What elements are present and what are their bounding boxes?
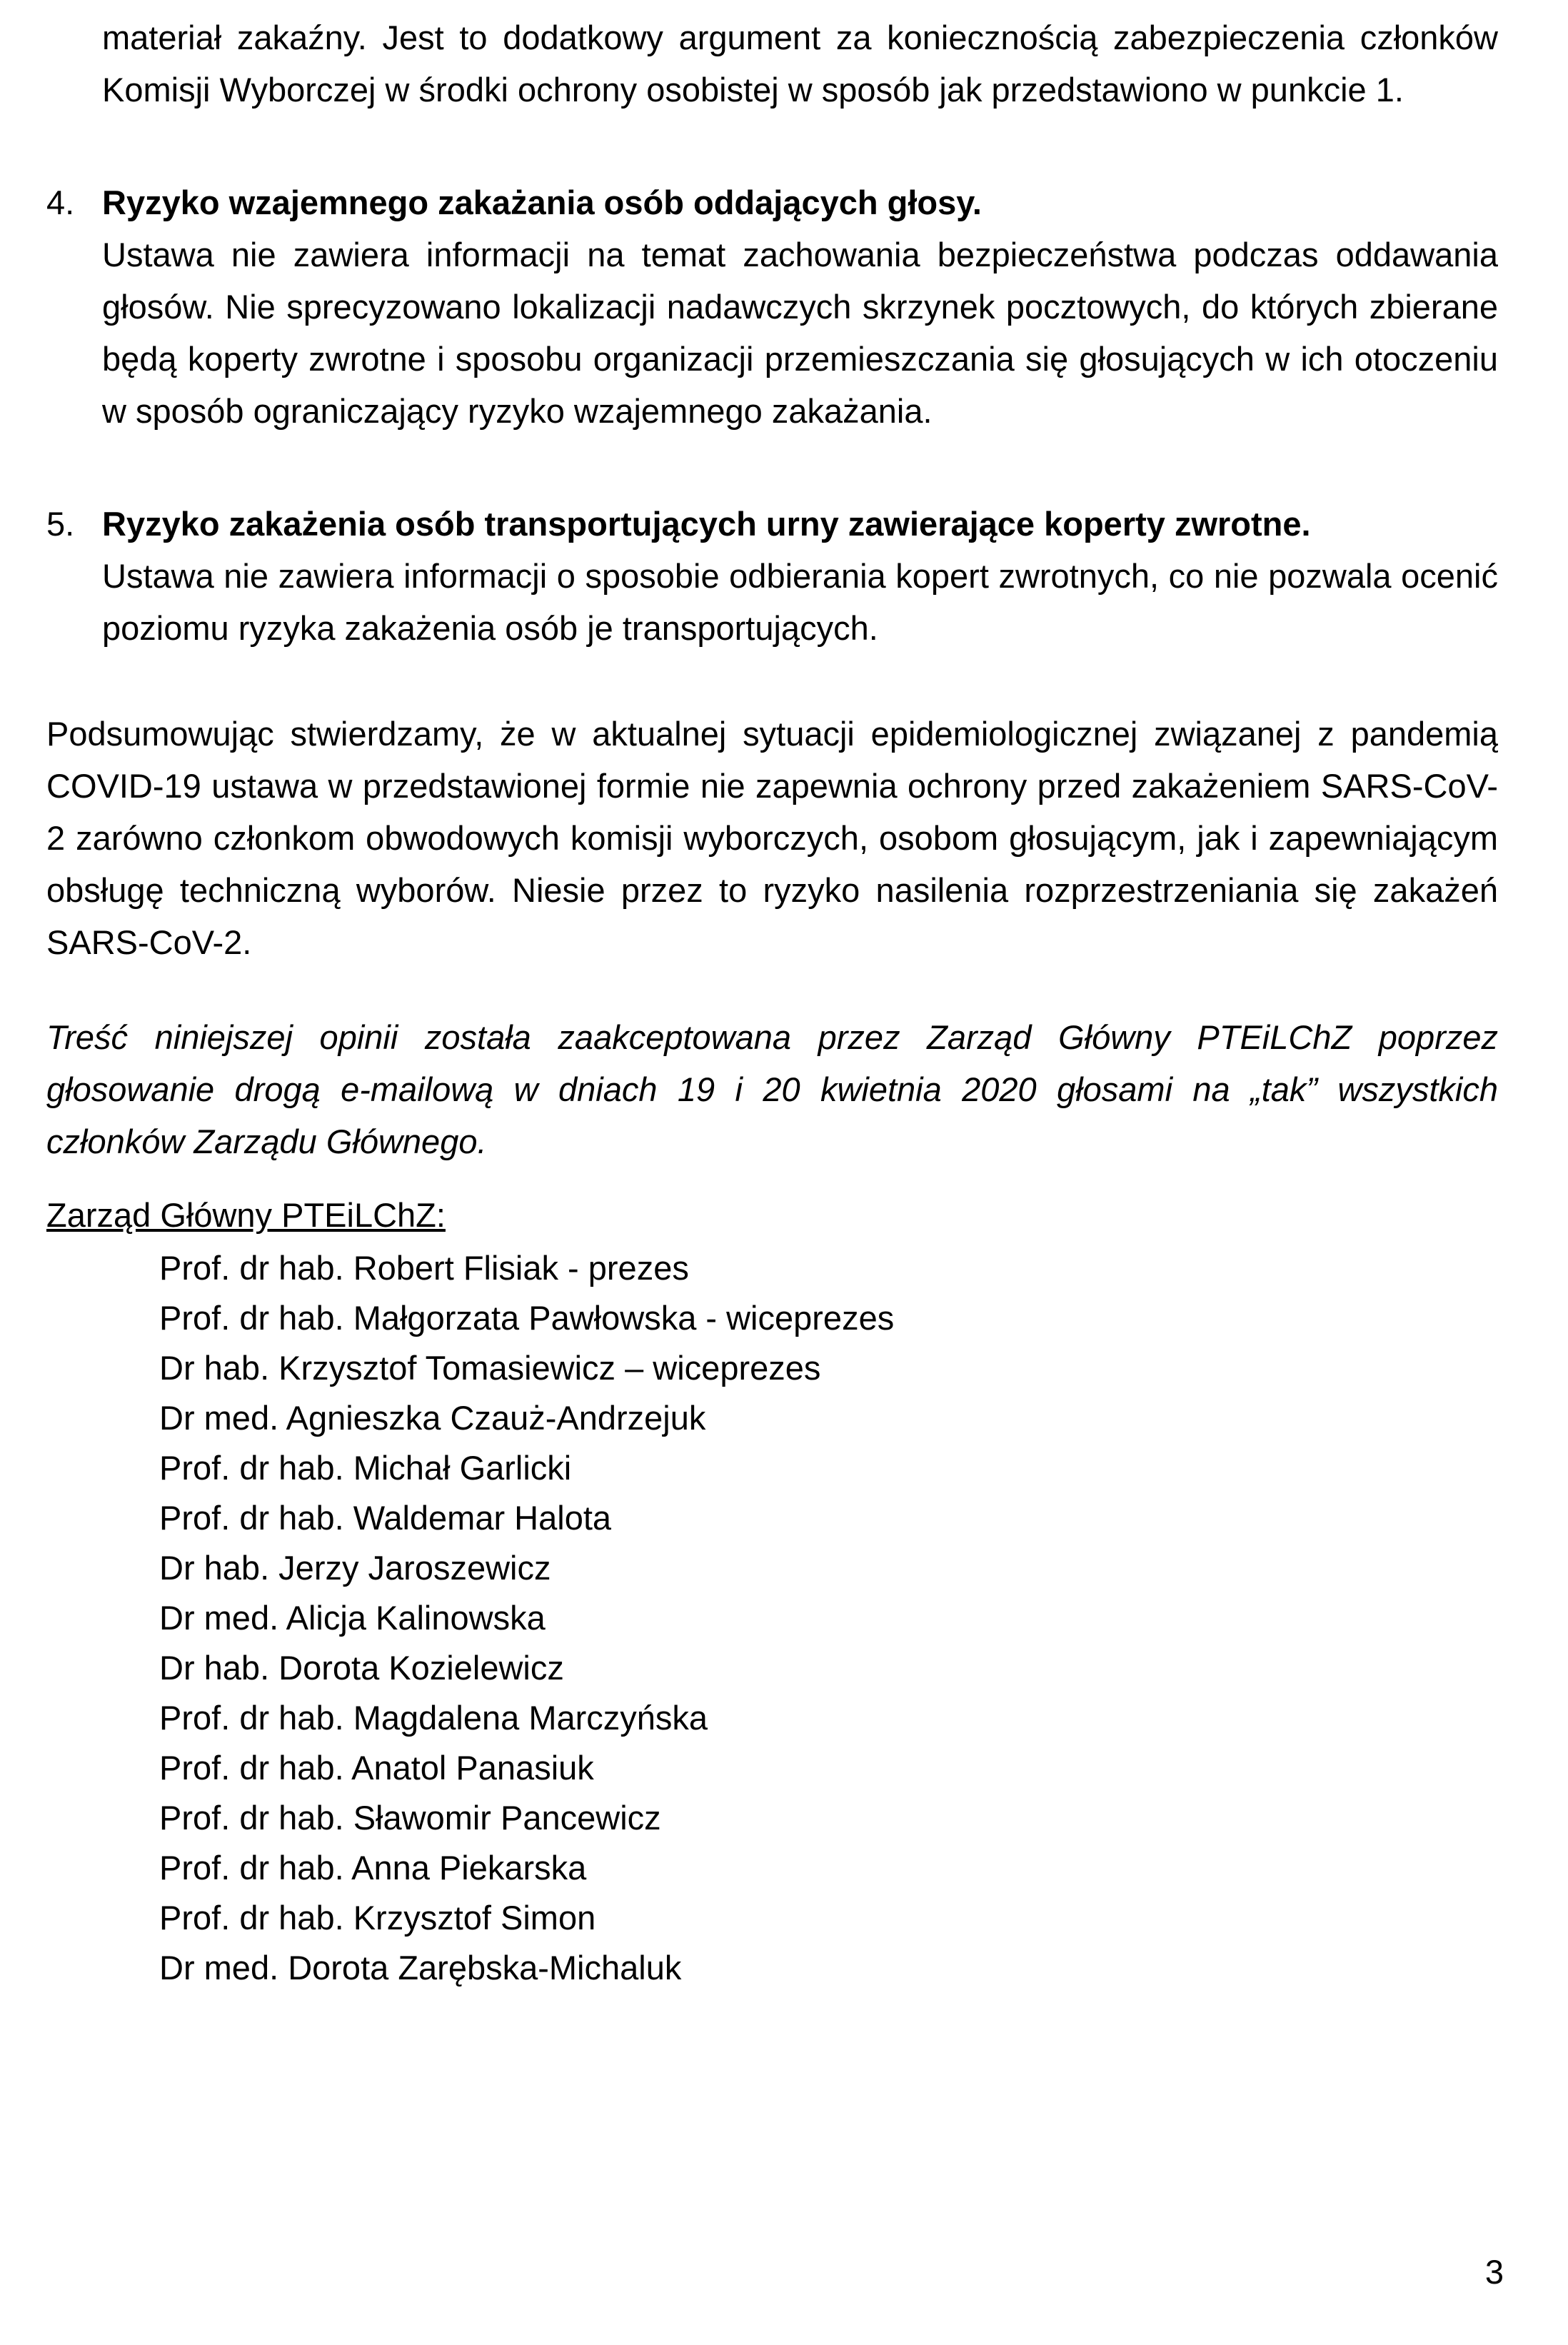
list-item-4-heading: Ryzyko wzajemnego zakażania osób oddających głosy. [102,184,982,221]
list-item-5-body: Ustawa nie zawiera informacji o sposobie odbierania kopert zwrotnych, co nie pozwala ocenić poziomu ryzyka zakażenia osób je transportujących. [102,557,1498,647]
board-member: Prof. dr hab. Waldemar Halota [159,1499,612,1537]
paragraph-intro: materiał zakaźny. Jest to dodatkowy argument za koniecznością zabezpieczenia członków Komisji Wyborczej w środki ochrony osobistej w sposób jak przedstawiono w punkcie 1. [102,19,1498,109]
list-item-5-number: 5. [46,505,75,543]
board-member: Prof. dr hab. Małgorzata Pawłowska - wiceprezes [159,1299,895,1337]
list-item-5-heading: Ryzyko zakażenia osób transportujących urny zawierające koperty zwrotne. [102,505,1311,543]
board-member: Prof. dr hab. Anatol Panasiuk [159,1749,594,1787]
paragraph-summary: Podsumowując stwierdzamy, że w aktualnej sytuacji epidemiologicznej związanej z pandemią COVID-19 ustawa w przedstawionej formie nie zapewnia ochrony przed zakażeniem SARS-CoV-2 zarówno członkom obwodowych komisji wyborczych, osobom głosującym, jak i zapewniającym obsługę techniczną wyborów. Niesie przez to ryzyko nasilenia rozprzestrzeniania się zakażeń SARS-CoV-2. [46,715,1498,961]
list-item-4-content [102,176,1498,437]
list-item-4-number: 4. [46,184,75,221]
board-member: Dr hab. Krzysztof Tomasiewicz – wiceprezes [159,1349,821,1387]
board-member: Dr hab. Dorota Kozielewicz [159,1649,564,1687]
board-member: Dr med. Agnieszka Czauż-Andrzejuk [159,1399,706,1437]
board-member: Prof. dr hab. Anna Piekarska [159,1849,587,1887]
list-item-4-body: Ustawa nie zawiera informacji na temat zachowania bezpieczeństwa podczas oddawania głosów. Nie sprecyzowano lokalizacji nadawczych skrzynek pocztowych, do których zbierane będą koperty zwrotne i sposobu organizacji przemieszczania się głosujących w ich otoczeniu w sposób ograniczający ryzyko wzajemnego zakażania. [102,236,1498,430]
board-member: Dr med. Alicja Kalinowska [159,1599,546,1637]
board-section [46,1189,1498,1993]
board-heading: Zarząd Główny PTEiLChZ: [46,1196,446,1234]
board-member: Prof. dr hab. Magdalena Marczyńska [159,1699,708,1737]
list-item-4 [46,176,1498,437]
board-member: Dr hab. Jerzy Jaroszewicz [159,1549,551,1587]
page-number: 3 [1484,2253,1504,2291]
board-member: Dr med. Dorota Zarębska-Michaluk [159,1949,682,1987]
list-item-5 [46,498,1498,654]
board-member: Prof. dr hab. Sławomir Pancewicz [159,1799,661,1837]
board-member: Prof. dr hab. Krzysztof Simon [159,1899,596,1937]
paragraph-acceptance: Treść niniejszej opinii została zaakceptowana przez Zarząd Główny PTEiLChZ poprzez głosowanie drogą e-mailową w dniach 19 i 20 kwietnia 2020 głosami na „tak” wszystkich członków Zarządu Głównego. [46,1018,1498,1160]
list-item-5-content [102,498,1498,654]
board-member: Prof. dr hab. Michał Garlicki [159,1449,572,1487]
board-member: Prof. dr hab. Robert Flisiak - prezes [159,1249,689,1287]
